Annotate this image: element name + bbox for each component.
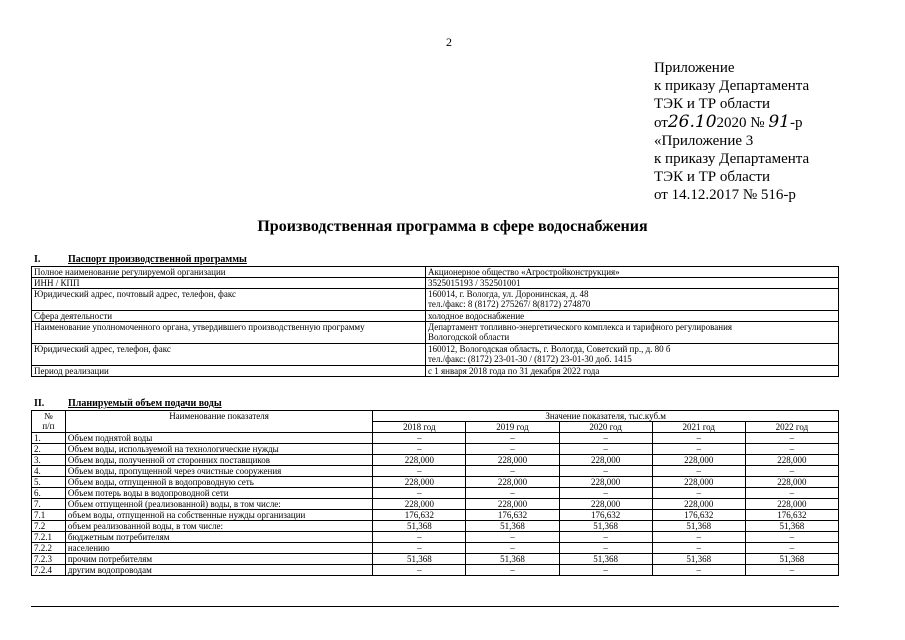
row-number: 1.	[32, 433, 66, 444]
row-number: 3.	[32, 455, 66, 466]
row-value: 228,000	[373, 499, 466, 510]
row-value: 51,368	[559, 554, 652, 565]
row-value: 51,368	[373, 521, 466, 532]
row-value: 51,368	[466, 554, 559, 565]
row-number: 7.2.3	[32, 554, 66, 565]
row-indicator-name: населению	[65, 543, 372, 554]
row-value: –	[559, 532, 652, 543]
year-header: 2018 год	[373, 422, 466, 433]
table-row	[32, 444, 839, 455]
row-number: 7.1	[32, 510, 66, 521]
row-value: –	[559, 488, 652, 499]
row-number: 7.2.1	[32, 532, 66, 543]
row-value: 51,368	[373, 554, 466, 565]
appendix-line: к приказу Департамента	[654, 78, 810, 94]
row-number: 5.	[32, 477, 66, 488]
handwritten-order-number: 91	[768, 112, 790, 132]
passport-value-line: тел./факс: 8 (8172) 275267/ 8(8172) 274870	[428, 299, 591, 309]
row-value: 176,632	[466, 510, 559, 521]
row-value: –	[466, 444, 559, 455]
water-volume-table	[31, 410, 839, 576]
row-value: 228,000	[559, 455, 652, 466]
passport-value: холодное водоснабжение	[426, 311, 839, 322]
row-value: –	[373, 532, 466, 543]
row-number: 7.2.2	[32, 543, 66, 554]
order-date-line	[654, 113, 809, 132]
row-indicator-name: Объем воды, отпущенной в водопроводную сеть	[65, 477, 372, 488]
row-value: –	[745, 433, 838, 444]
row-number: 4.	[32, 466, 66, 477]
row-value: –	[745, 543, 838, 554]
row-value: 176,632	[745, 510, 838, 521]
row-indicator-name: объем реализованной воды, в том числе:	[65, 521, 372, 532]
order-date-prefix: от	[654, 115, 668, 131]
row-value: –	[466, 532, 559, 543]
row-indicator-name: Объем воды, пропущенной через очистные сооружения	[65, 466, 372, 477]
row-value: –	[652, 444, 745, 455]
row-value: 228,000	[559, 477, 652, 488]
row-value: 228,000	[745, 477, 838, 488]
passport-key: Сфера деятельности	[32, 311, 426, 322]
table-row	[32, 488, 839, 499]
row-value: –	[373, 433, 466, 444]
column-header-value: Значение показателя, тыс.куб.м	[373, 411, 839, 422]
row-value: –	[466, 466, 559, 477]
appendix-block	[654, 59, 809, 204]
row-indicator-name: объем воды, отпущенной на собственные нужды организации	[65, 510, 372, 521]
row-value: –	[373, 565, 466, 576]
row-value: 228,000	[466, 477, 559, 488]
appendix-line: от 14.12.2017 № 516-р	[654, 187, 796, 203]
passport-value-line: Вологодской области	[428, 332, 510, 342]
row-value: 228,000	[373, 455, 466, 466]
table-row	[32, 433, 839, 444]
row-value: –	[652, 532, 745, 543]
row-value: 176,632	[559, 510, 652, 521]
table-row	[32, 521, 839, 532]
row-value: –	[559, 444, 652, 455]
row-indicator-name: Объем отпущенной (реализованной) воды, в том числе:	[65, 499, 372, 510]
table-row	[32, 499, 839, 510]
passport-value	[426, 344, 839, 366]
row-value: 228,000	[652, 499, 745, 510]
passport-value-line: тел./факс: (8172) 23-01-30 / (8172) 23-01-30 доб. 1415	[428, 354, 632, 364]
appendix-line: «Приложение 3	[654, 133, 754, 149]
section-number: II.	[34, 398, 45, 409]
passport-key: Полное наименование регулируемой организации	[32, 267, 426, 278]
row-value: –	[745, 532, 838, 543]
row-value: –	[559, 565, 652, 576]
passport-key: Юридический адрес, телефон, факс	[32, 344, 426, 366]
row-value: 51,368	[745, 521, 838, 532]
table-row	[32, 565, 839, 576]
table-row	[32, 543, 839, 554]
row-value: –	[559, 466, 652, 477]
passport-value	[426, 289, 839, 311]
row-value: –	[745, 488, 838, 499]
row-value: 176,632	[652, 510, 745, 521]
passport-value-line: Департамент топливно-энергетического комплекса и тарифного регулирования	[428, 322, 733, 332]
header-line: п/п	[42, 421, 55, 431]
row-value: –	[466, 565, 559, 576]
passport-value: 3525015193 / 352501001	[426, 278, 839, 289]
handwritten-date: 26.10	[667, 112, 717, 132]
order-year-number-label: 2020 №	[716, 115, 765, 131]
row-value: –	[652, 543, 745, 554]
year-header: 2020 год	[559, 422, 652, 433]
row-number: 2.	[32, 444, 66, 455]
table-row	[32, 466, 839, 477]
row-value: –	[745, 565, 838, 576]
column-header-name: Наименование показателя	[65, 411, 372, 433]
section-title: Паспорт производственной программы	[68, 254, 247, 265]
passport-key: ИНН / КПП	[32, 278, 426, 289]
table-row	[32, 554, 839, 565]
bottom-rule	[31, 606, 839, 607]
passport-value-line: 160014, г. Вологда, ул. Доронинская, д. 48	[428, 289, 589, 299]
row-value: –	[373, 466, 466, 477]
row-indicator-name: Объем воды, используемой на технологические нужды	[65, 444, 372, 455]
row-indicator-name: другим водопроводам	[65, 565, 372, 576]
section-heading-volume	[34, 398, 222, 409]
document-title: Производственная программа в сфере водоснабжения	[257, 218, 648, 235]
page-number: 2	[446, 35, 452, 49]
row-value: –	[652, 565, 745, 576]
table-row	[32, 455, 839, 466]
row-value: 51,368	[652, 554, 745, 565]
row-value: –	[373, 543, 466, 554]
row-value: 228,000	[745, 499, 838, 510]
row-number: 6.	[32, 488, 66, 499]
row-value: –	[466, 433, 559, 444]
row-value: 228,000	[373, 477, 466, 488]
row-indicator-name: Объем потерь воды в водопроводной сети	[65, 488, 372, 499]
row-value: 51,368	[652, 521, 745, 532]
row-value: –	[466, 488, 559, 499]
table-row	[32, 477, 839, 488]
row-number: 7.2	[32, 521, 66, 532]
appendix-line: Приложение	[654, 60, 735, 76]
column-header-number	[32, 411, 66, 433]
row-value: 51,368	[745, 554, 838, 565]
row-indicator-name: бюджетным потребителям	[65, 532, 372, 543]
appendix-line: ТЭК и ТР области	[654, 96, 770, 112]
row-value: –	[559, 433, 652, 444]
passport-value-line: 160012, Вологодская область, г. Вологда, Советский пр., д. 80 б	[428, 344, 671, 354]
passport-value	[426, 322, 839, 344]
row-value: 176,632	[373, 510, 466, 521]
row-value: –	[466, 543, 559, 554]
row-value: –	[373, 488, 466, 499]
row-value: 228,000	[559, 499, 652, 510]
row-value: 51,368	[466, 521, 559, 532]
section-number: I.	[34, 254, 41, 265]
passport-value: Акционерное общество «Агростройконструкция»	[426, 267, 839, 278]
year-header: 2021 год	[652, 422, 745, 433]
order-suffix: -р	[789, 115, 803, 131]
row-value: 228,000	[745, 455, 838, 466]
passport-table	[31, 266, 839, 377]
row-value: –	[745, 444, 838, 455]
row-value: 228,000	[652, 477, 745, 488]
row-indicator-name: Объем воды, полученной от сторонних поставщиков	[65, 455, 372, 466]
header-line: №	[44, 411, 53, 421]
row-number: 7.2.4	[32, 565, 66, 576]
water-volume-rows	[32, 433, 839, 576]
table-row	[32, 532, 839, 543]
row-value: –	[652, 433, 745, 444]
row-indicator-name: Объем поднятой воды	[65, 433, 372, 444]
section-heading-passport	[34, 254, 247, 265]
row-value: 228,000	[466, 499, 559, 510]
row-value: –	[559, 543, 652, 554]
row-value: 51,368	[559, 521, 652, 532]
section-title: Планируемый объем подачи воды	[68, 398, 222, 409]
row-value: 228,000	[466, 455, 559, 466]
appendix-line: ТЭК и ТР области	[654, 169, 770, 185]
row-indicator-name: прочим потребителям	[65, 554, 372, 565]
passport-value: с 1 января 2018 года по 31 декабря 2022 года	[426, 366, 839, 377]
row-value: –	[373, 444, 466, 455]
row-value: –	[745, 466, 838, 477]
passport-key: Юридический адрес, почтовый адрес, телефон, факс	[32, 289, 426, 311]
row-value: 228,000	[652, 455, 745, 466]
table-row	[32, 510, 839, 521]
appendix-line: к приказу Департамента	[654, 151, 810, 167]
passport-key: Период реализации	[32, 366, 426, 377]
row-number: 7.	[32, 499, 66, 510]
passport-key: Наименование уполномоченного органа, утвердившего производственную программу	[32, 322, 426, 344]
year-header: 2022 год	[745, 422, 838, 433]
row-value: –	[652, 466, 745, 477]
row-value: –	[652, 488, 745, 499]
year-header: 2019 год	[466, 422, 559, 433]
